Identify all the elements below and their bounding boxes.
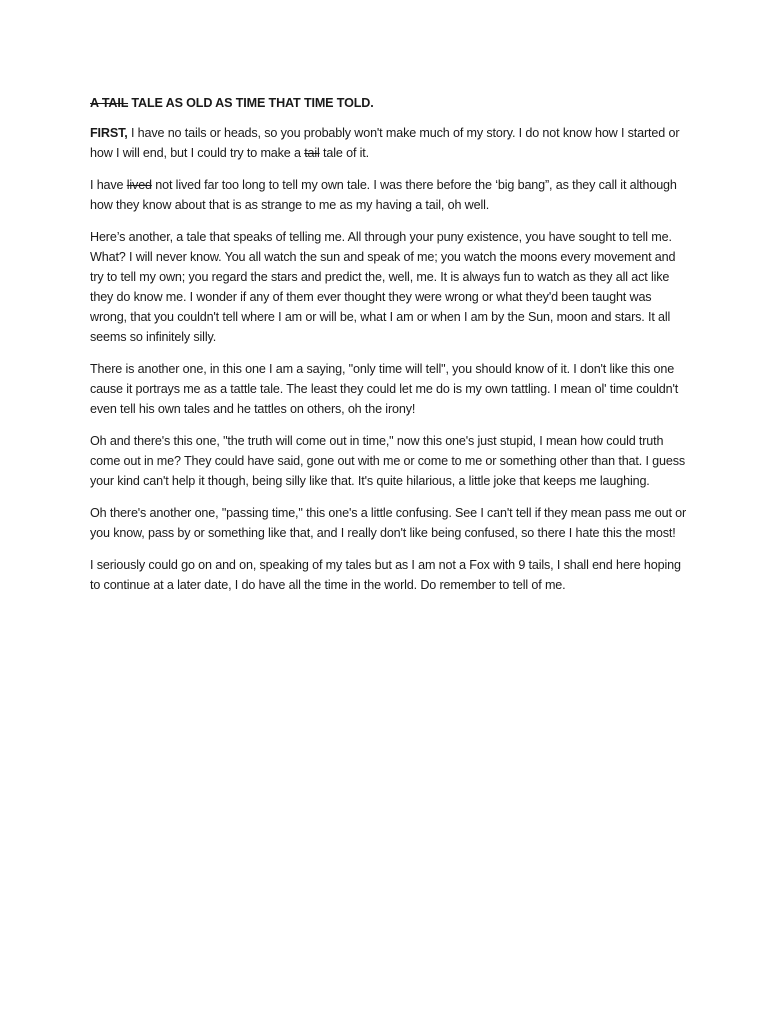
paragraph-2 — [90, 175, 690, 215]
struck-word: tail — [304, 146, 320, 160]
document-title — [90, 93, 690, 113]
paragraph-lead: FIRST, — [90, 126, 128, 140]
paragraph-7: I seriously could go on and on, speaking of my tales but as I am not a Fox with 9 tails, I shall end here hoping to continue at a later date, I do have all the time in the world. Do remember to tell of me. — [90, 558, 681, 592]
struck-word: A TAIL — [90, 96, 129, 110]
paragraph-1 — [90, 123, 690, 163]
struck-word: lived — [126, 178, 152, 192]
paragraph-text: not lived far too long to tell my own tale. I was there before the ‘big bang”, as they call it although how they know about that is as strange to me as my having a tail, oh well. — [90, 178, 677, 212]
paragraph-text: tale of it. — [319, 146, 370, 160]
title-text: TALE AS OLD AS TIME THAT TIME TOLD. — [128, 96, 374, 110]
paragraph-text: I have — [90, 178, 127, 192]
paragraph-3: Here’s another, a tale that speaks of telling me. All through your puny existence, you have sought to tell me. What? I will never know. You all watch the sun and speak of me; you watch the moons every movement and try to tell my own; you regard the stars and predict the, well, me. It is always fun to watch as they all act like they do know me. I wonder if any of them ever thought they were wrong or what they'd been taught was wrong, that you couldn't tell where I am or will be, what I am or when I am by the Sun, moon and stars. It all seems so infinitely silly. — [90, 230, 676, 344]
paragraph-5: Oh and there's this one, "the truth will come out in time," now this one's just stupid, I mean how could truth come out in me? They could have said, gone out with me or come to me or something other than that. I guess your kind can't help it though, being silly like that. It's quite hilarious, a little joke that keeps me laughing. — [90, 434, 686, 488]
document-body — [90, 93, 690, 607]
paragraph-text: I have no tails or heads, so you probably won't make much of my story. I do not know how I started or how I will end, but I could try to make a — [90, 126, 680, 160]
paragraph-4: There is another one, in this one I am a saying, "only time will tell", you should know of it. I don't like this one cause it portrays me as a tattle tale. The least they could let me do is my own tattling. I mean ol' time couldn't even tell his own tales and he tattles on others, oh the irony! — [90, 362, 679, 416]
paragraph-6: Oh there's another one, "passing time," this one's a little confusing. See I can't tell if they mean pass me out or you know, pass by or something like that, and I really don't like being confused, so there I hate this the most! — [90, 506, 687, 540]
